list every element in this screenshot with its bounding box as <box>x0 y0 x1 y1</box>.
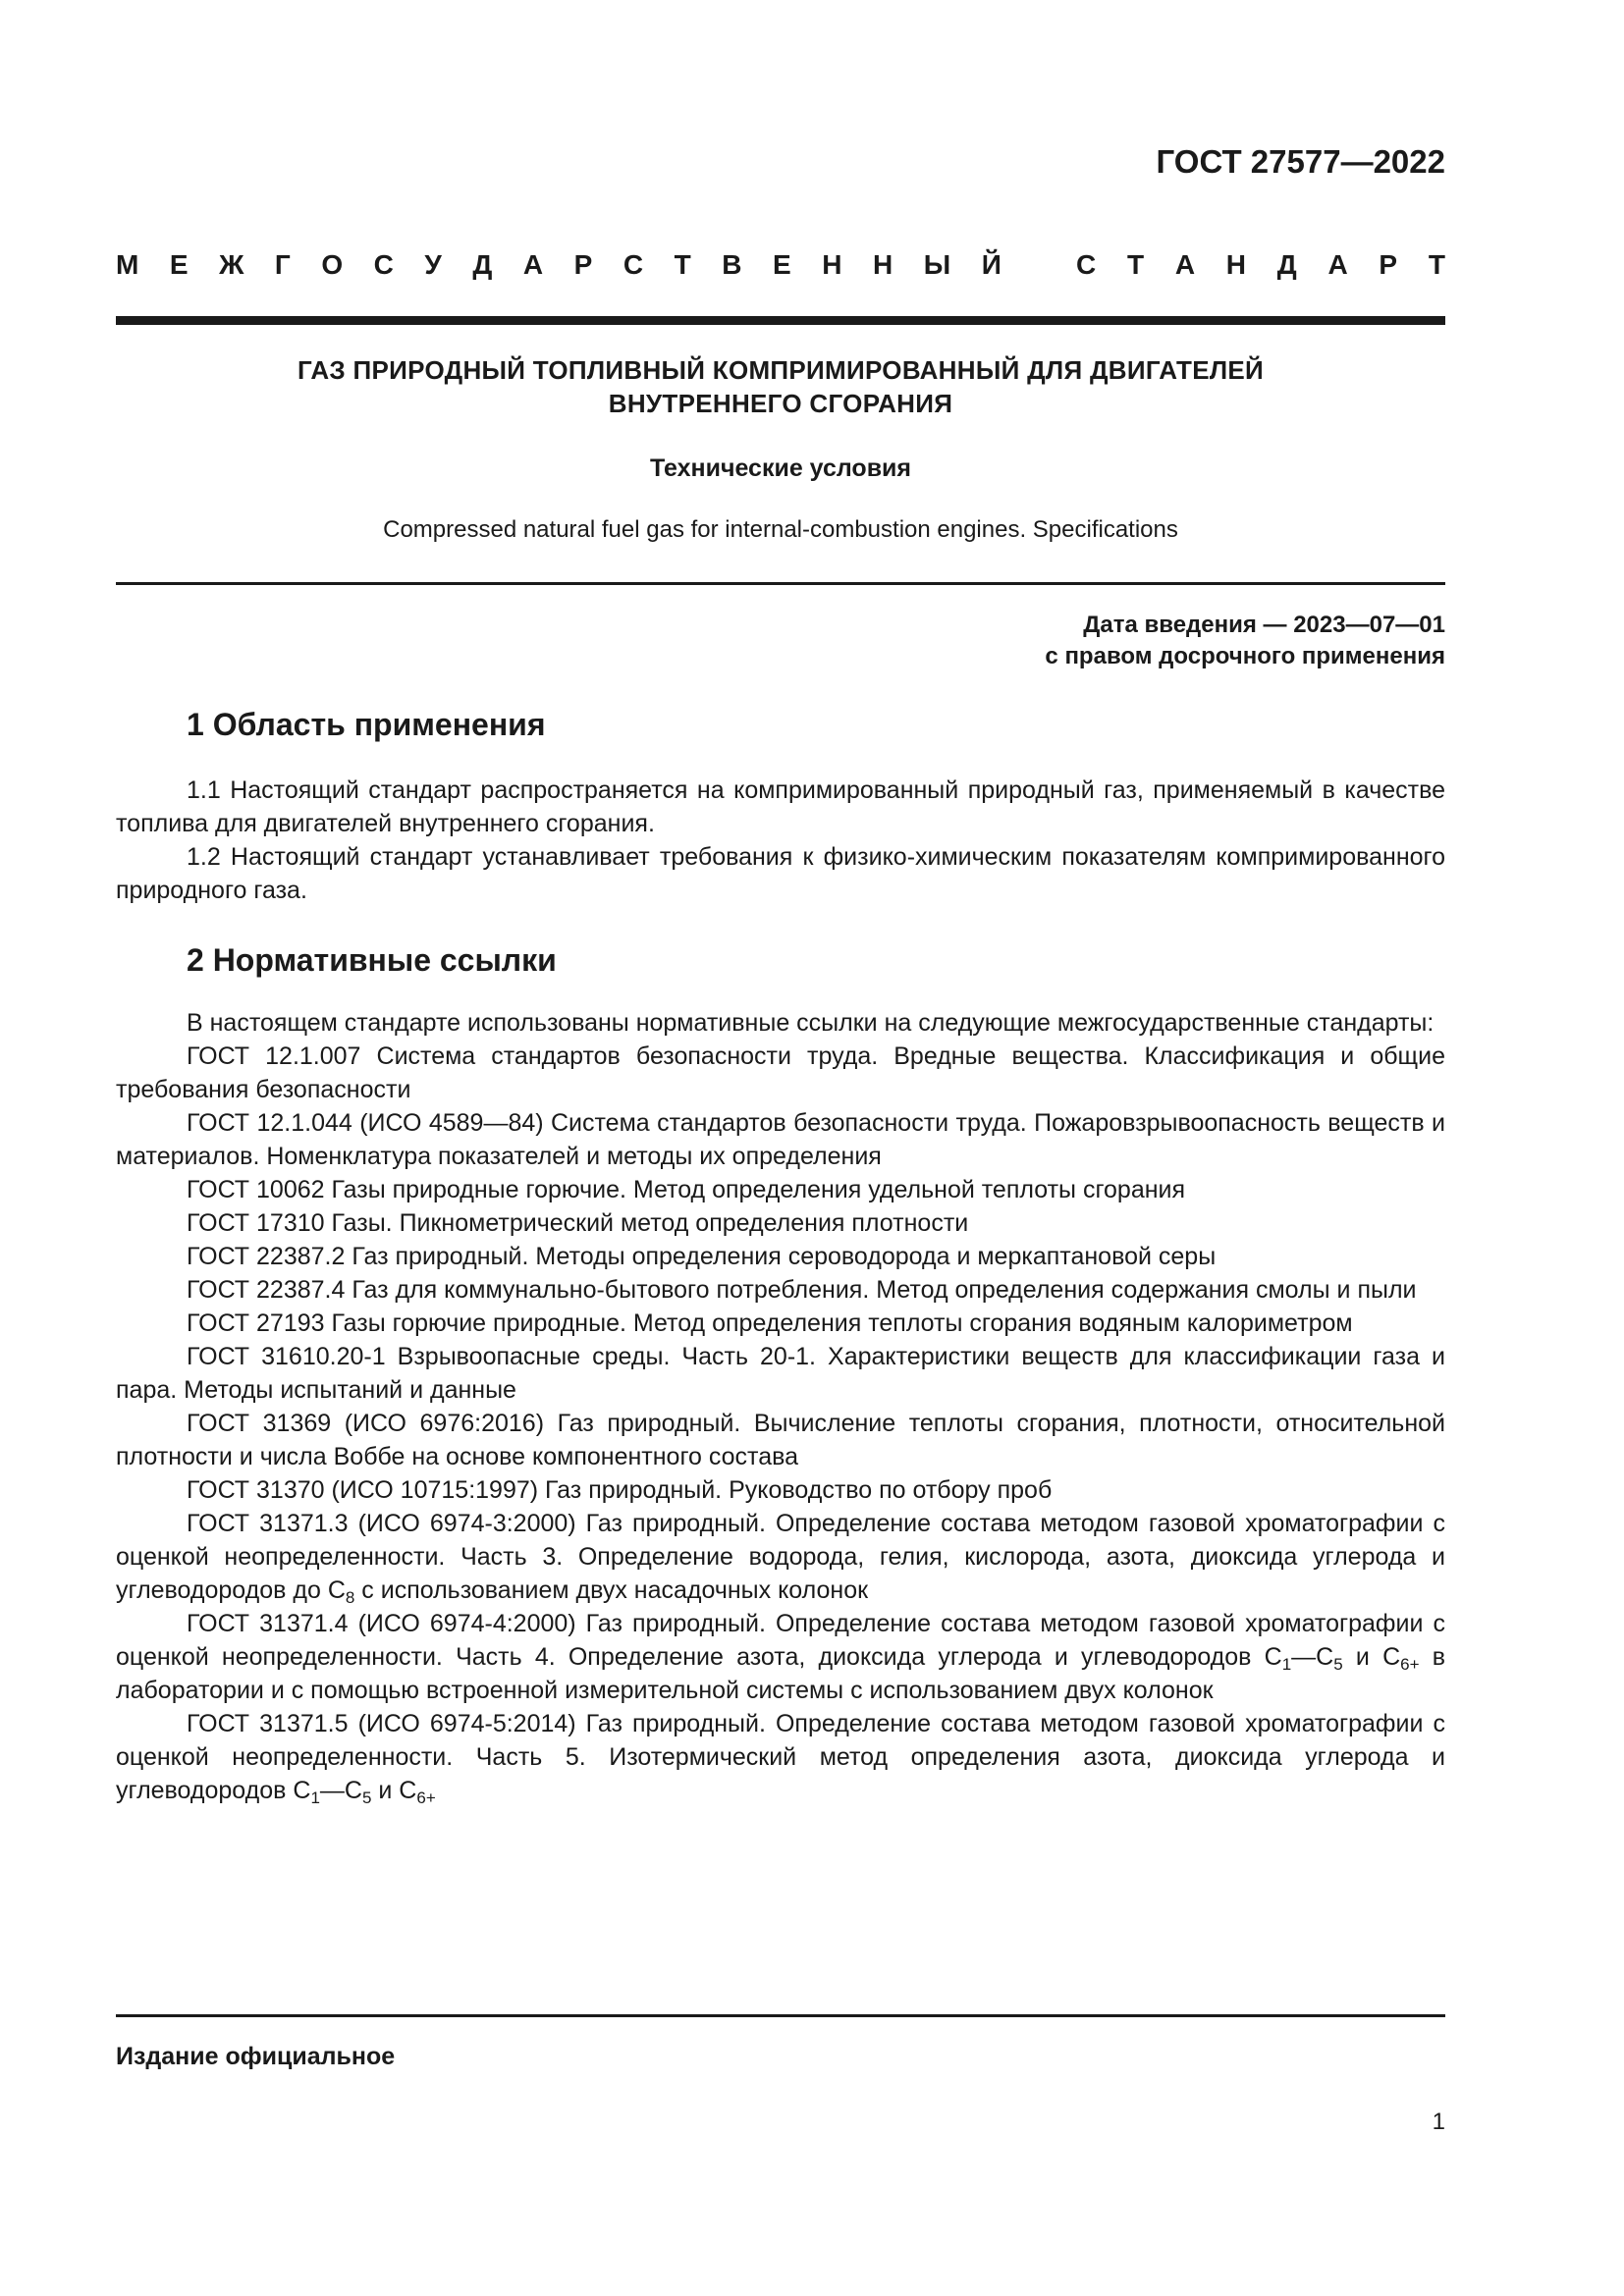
date-line: Дата введения — 2023—07—01 <box>1083 612 1445 638</box>
paragraph-1-2: 1.2 Настоящий стандарт устанавливает требования к физико-химическим показателям компримированного природного газа. <box>116 843 1445 904</box>
interstate-standard-banner <box>116 249 1445 281</box>
section-2-intro: В настоящем стандарте использованы нормативные ссылки на следующие межгосударственные стандарты: <box>187 1009 1435 1037</box>
banner-letter: Н <box>1225 249 1247 280</box>
banner-letter: А <box>1327 249 1348 280</box>
paragraph-1-1: 1.1 Настоящий стандарт распространяется на компримированный природный газ, применяемый в качестве топлива для двигателей внутреннего сгорания. <box>116 776 1445 837</box>
banner-letter: Т <box>674 249 691 280</box>
banner-letter: Д <box>1276 249 1297 280</box>
banner-letter: Д <box>472 249 493 280</box>
banner-letter: У <box>424 249 442 280</box>
banner-letter: Р <box>573 249 593 280</box>
reference-item: ГОСТ 31370 (ИСО 10715:1997) Газ природный. Руководство по отбору проб <box>187 1476 1053 1504</box>
banner-letter: Ж <box>219 249 244 280</box>
banner-letter: Н <box>872 249 893 280</box>
banner-letter: Е <box>773 249 791 280</box>
banner-letter: Ы <box>923 249 951 280</box>
reference-item: ГОСТ 31610.20-1 Взрывоопасные среды. Часть 20-1. Характеристики веществ для классификации газа и пара. Методы испытаний и данные <box>116 1343 1445 1404</box>
footer-rule <box>116 2014 1445 2017</box>
reference-item: ГОСТ 12.1.007 Система стандартов безопасности труда. Вредные вещества. Классификация и общие требования безопасности <box>116 1042 1445 1103</box>
banner-letter: С <box>623 249 644 280</box>
banner-letter: Т <box>1126 249 1145 280</box>
banner-letter: А <box>522 249 544 280</box>
banner-letter: Н <box>822 249 842 280</box>
page-number: 1 <box>1432 2109 1445 2135</box>
section-2-body <box>116 1006 1445 1807</box>
edition-label: Издание официальное <box>116 2043 396 2070</box>
reference-item: ГОСТ 10062 Газы природные горючие. Метод определения удельной теплоты сгорания <box>187 1176 1186 1203</box>
reference-item: ГОСТ 12.1.044 (ИСО 4589—84) Система стандартов безопасности труда. Пожаровзрывоопасность веществ и материалов. Номенклатура показателей и методы их определения <box>116 1109 1445 1170</box>
header-rule <box>116 316 1445 325</box>
reference-item: ГОСТ 22387.4 Газ для коммунально-бытового потребления. Метод определения содержания смолы и пыли <box>187 1276 1417 1304</box>
standard-word <box>1076 249 1445 281</box>
reference-item: ГОСТ 22387.2 Газ природный. Методы определения сероводорода и меркаптановой серы <box>187 1243 1217 1270</box>
reference-item: ГОСТ 31371.4 (ИСО 6974-4:2000) Газ природный. Определение состава методом газовой хроматографии с оценкой неопределенности. Часть 4. Определение азота, диоксида углерода и углеводородов $С_1—С_5$ и $С_{6+}$ в лаборатории и с помощью встроенной измерительной системы с использованием двух колонок <box>116 1610 1445 1704</box>
document-title <box>116 353 1445 420</box>
banner-letter: Е <box>169 249 189 280</box>
section-1-body <box>116 774 1445 907</box>
reference-item: ГОСТ 31369 (ИСО 6976:2016) Газ природный. Вычисление теплоты сгорания, плотности, относительной плотности и числа Воббе на основе компонентного состава <box>116 1410 1445 1470</box>
title-line-1: ГАЗ ПРИРОДНЫЙ ТОПЛИВНЫЙ КОМПРИМИРОВАННЫЙ ДЛЯ ДВИГАТЕЛЕЙ <box>297 355 1265 385</box>
banner-letter: Т <box>1428 249 1445 280</box>
banner-letter: С <box>373 249 394 280</box>
banner-letter: М <box>116 249 139 280</box>
banner-letter: О <box>321 249 344 280</box>
banner-letter: В <box>722 249 742 280</box>
interstate-word <box>116 249 1001 281</box>
title-line-2: ВНУТРЕННЕГО СГОРАНИЯ <box>608 389 953 418</box>
banner-letter: Й <box>981 249 1001 280</box>
english-title: Compressed natural fuel gas for internal-combustion engines. Specifications <box>383 516 1178 543</box>
banner-letter: А <box>1174 249 1196 280</box>
section-1-heading: 1 Область применения <box>187 707 546 742</box>
section-2-heading: 2 Нормативные ссылки <box>187 942 557 978</box>
reference-item: ГОСТ 27193 Газы горючие природные. Метод определения теплоты сгорания водяным калориметром <box>187 1309 1353 1337</box>
title-rule <box>116 582 1445 585</box>
reference-item: ГОСТ 31371.5 (ИСО 6974-5:2014) Газ природный. Определение состава методом газовой хроматографии с оценкой неопределенности. Часть 5. Изотермический метод определения азота, диоксида углерода и углеводородов $С_1—С_5$ и $С_{6+}$ <box>116 1710 1445 1807</box>
banner-letter: Г <box>274 249 291 280</box>
reference-item: ГОСТ 31371.3 (ИСО 6974-3:2000) Газ природный. Определение состава методом газовой хроматографии с оценкой неопределенности. Часть 3. Определение водорода, гелия, кислорода, азота, диоксида углерода и углеводородов до $С_8$ с использованием двух насадочных колонок <box>116 1510 1445 1607</box>
reference-list <box>116 1040 1445 1507</box>
banner-letter: Р <box>1379 249 1398 280</box>
reference-item: ГОСТ 17310 Газы. Пикнометрический метод определения плотности <box>187 1209 969 1237</box>
standard-number: ГОСТ 27577—2022 <box>1156 143 1445 180</box>
banner-letter: С <box>1076 249 1097 280</box>
document-subtitle: Технические условия <box>649 454 912 482</box>
early-application-line: с правом досрочного применения <box>1045 643 1445 669</box>
introduction-date <box>1045 610 1445 672</box>
